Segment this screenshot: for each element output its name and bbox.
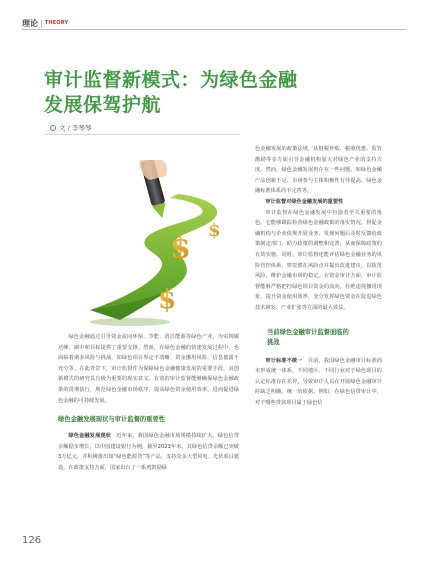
right-column	[255, 144, 382, 408]
left-column	[58, 332, 239, 474]
section-heading-2-line1: 当前绿色金融审计监督面临的	[267, 328, 349, 336]
author-divider	[44, 134, 240, 135]
section-heading-2	[255, 328, 382, 348]
paragraph-standards	[255, 356, 382, 409]
section-label-en: THEORY	[44, 20, 69, 26]
green-finance-illustration	[50, 160, 245, 328]
paragraph-body: 近年来，我国绿色金融市场规模持续扩大。绿色信贷余额稳步增长，以中国建设银行为例，截至2023年末，其绿色信贷余额已突破3万亿元，并积极推出如“绿色能源贷”等产品，支持众多大型风电、光伏项目建设。在政策支持方面，国家出台了一系列鼓励绿	[58, 433, 239, 471]
paragraph-lead: 绿色金融发展现状	[68, 433, 112, 440]
header-divider	[22, 29, 406, 30]
author-byline	[50, 123, 91, 132]
article-title-line1: 审计监督新模式：为绿色金融	[44, 69, 298, 91]
page-number: 126	[22, 535, 42, 546]
page-header	[22, 18, 68, 28]
paragraph-lead: 审计标准不统一	[265, 357, 303, 364]
article-title	[44, 68, 298, 118]
svg-text:$: $	[208, 220, 221, 241]
section-heading-1: 绿色金融发展现状与审计监督的重要性	[58, 416, 166, 424]
section-label: 理论	[22, 18, 38, 28]
paragraph-body: 目前，我国绿色金融审计标准尚未形成统一体系，不同地区、不同行业对于绿色项目的认定标准存在差异，导致审计人员在开展绿色金融审计时缺乏明确、统一的依据。例如，在绿色信贷审计中，对于哪些贷款项目属于绿色信	[255, 357, 382, 406]
bullet-icon	[50, 125, 56, 131]
hand	[140, 160, 167, 180]
section-heading-2-line2: 挑战	[267, 338, 280, 346]
paragraph-policy: 色金融发展的政策法规，从财税补贴、税收优惠、监管激励等多方面引导金融机构加大对绿色产业的支持力度。然而，绿色金融发展仍存在一些问题。如绿色金融产品创新不足、市场参与主体积极性有待提高、绿色金融标准体系尚不完善等。	[255, 146, 382, 195]
svg-text:$: $	[170, 231, 191, 266]
author-name: 文 / 李琴琴	[59, 124, 92, 132]
intro-paragraph: 绿色金融通过引导资金流向环保、节能、清洁能源等绿色产业，为实现碳达峰、碳中和目标提供了重要支撑。然而，在绿色金融的快速发展过程中，也面临着诸多风险与挑战。如绿色项目界定不清晰、资金挪用风险、信息披露不充分等。在此背景下，审计监督作为保障绿色金融健康发展的重要手段，其创新模式的研究具有极为重要的现实意义。有效的审计监督能够确保绿色金融政策的贯彻执行，规范绿色金融市场秩序，提高绿色资金使用效率，进而促进绿色金融的可持续发展。	[58, 334, 239, 404]
paragraph-development-status	[58, 431, 239, 473]
article-title-line2: 发展保驾护航	[44, 94, 162, 116]
subheading-importance: 审计监督对绿色金融发展的重要性	[265, 198, 344, 205]
dollar-coin-1	[170, 231, 191, 266]
header-separator: |	[40, 18, 43, 28]
grass-shadow	[90, 318, 170, 326]
dollar-coin-2	[208, 220, 221, 241]
grass-road	[90, 194, 217, 320]
svg-text:$: $	[158, 285, 177, 315]
paragraph-audit-role: 审计监督在绿色金融发展中扮演着至关重要的角色。它能够跟踪检查绿色金融政策的落实情况，督促金融机构与企业依规开展业务，发现问题后及时反馈给政策制定部门，助力政策的调整和完善，从而保障政策的有效实施。同时，审计监督还能评估绿色金融业务的风险管控体系，察觉潜在风险点并提出改进建议，以防范风险，维护金融市场的稳定。在资金审计方面，审计监督能够严格把控绿色项目资金的流向，杜绝违规挪用现象，提升资金使用效率，充分发挥绿色资金在促进绿色技术研发、产业扩张等方面的最大效益。	[255, 209, 382, 311]
dollar-coin-3	[158, 285, 176, 315]
